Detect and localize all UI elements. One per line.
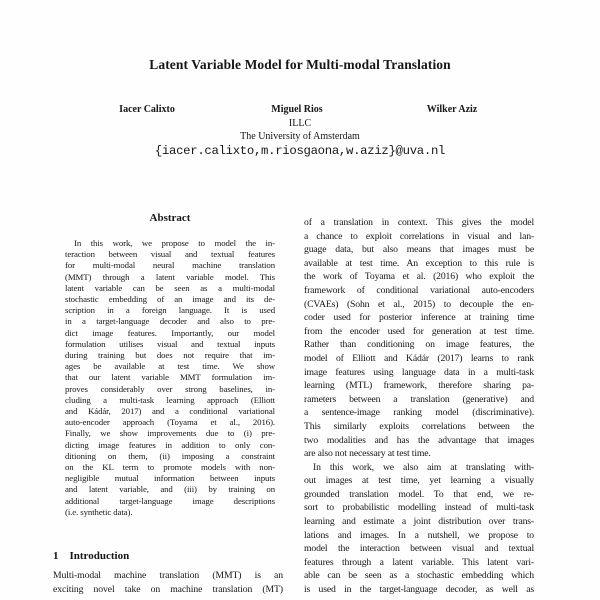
section-number: 1 — [53, 550, 59, 562]
abstract-heading: Abstract — [149, 212, 191, 224]
abstract-text: In this work, we propose to model the in- teraction between visual and textual features for multi-modal neural machine translation (MMT) through a latent variable model. This latent variable can be seen as a multi-modal stochastic embedding of an image and its de- scription in a foreign language. It is used in a target-language decoder and also to pre- dict image features. Importantly, our model formulation utilises visual and textual inputs during training but does not require that im- ages be available at test time. We show that our latent variable MMT formulation im- proves considerably over strong baselines, in- cluding a multi-task learning approach (Elliott and Kádár, 2017) and a conditional variational auto-encoder approach (Toyama et al., 2016). Finally, we show improvements due to (i) pre- dicting image features in addition to only con- ditioning on them, (ii) imposing a constraint on the KL term to promote models with non- negligible mutual information between inputs and latent variable, and (iii) by training on additional target-language image descriptions (i.e. synthetic data). — [65, 238, 275, 517]
affiliation-university: The University of Amsterdam — [240, 131, 360, 142]
author-name-2: Miguel Rios — [271, 104, 323, 115]
right-column-paragraph-2: In this work, we also aim at translating with- out images at test time, yet learning a visually grounded translation model. To that end, we re- sort to probabilistic modelling instead of multi-task learning and estimate a joint distribution over trans- lations and images. In a nutshell, we propose to model the interaction between visual and textual features through a latent variable. This latent vari- able can be seen as a stochastic embedding which is used in the target-language decoder, as well as — [304, 461, 534, 596]
section-heading-introduction — [53, 550, 283, 562]
section-title: Introduction — [69, 550, 130, 562]
affiliation-email: {iacer.calixto,m.riosgaona,w.aziz}@uva.nl — [154, 144, 446, 158]
introduction-text-left-column: Multi-modal machine translation (MMT) is an exciting novel take on machine translation (MT) — [53, 570, 283, 595]
author-name-1: Iacer Calixto — [119, 104, 175, 115]
column-right — [304, 216, 534, 597]
right-column-paragraph-1: of a translation in context. This gives the model a chance to exploit correlations in visual and lan- guage data, but also means that images must be available at test time. An exception to this rule is the work of Toyama et al. (2016) who exploit the framework of conditional variational auto-encoders (CVAEs) (Sohn et al., 2015) to decouple the en- coder used for posterior inference at training time from the encoder used for generation at test time. Rather than conditioning on image features, the model of Elliott and Kádár (2017) learns to rank image features using language data in a multi-task learning (MTL) framework, therefore sharing pa- rameters between a translation (generative) and a sentence-image ranking model (discriminative). This similarly exploits correlations between the two modalities and has the advantage that images are also not necessary at test time. — [304, 217, 534, 460]
affiliation-institute: ILLC — [288, 118, 312, 129]
paper-title: Latent Variable Model for Multi-modal Translation — [149, 57, 451, 72]
author-name-3: Wilker Aziz — [426, 104, 478, 115]
